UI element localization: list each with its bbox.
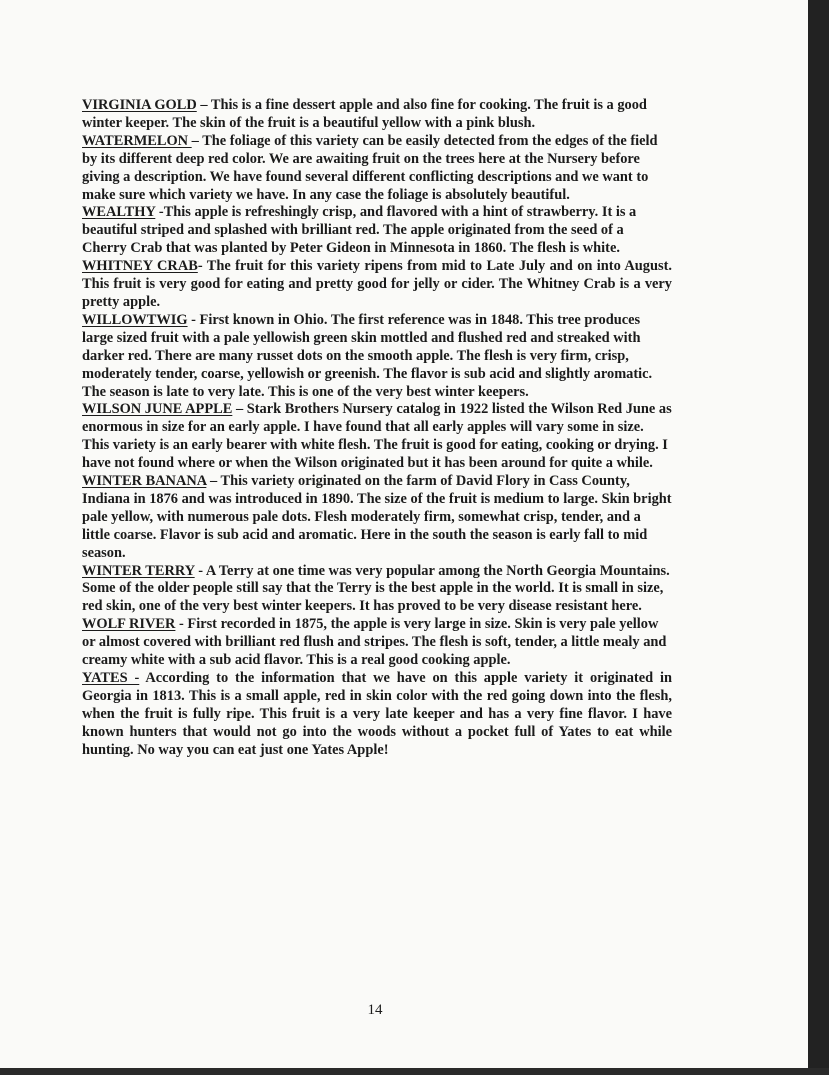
- entry-text: - A Terry at one time was very popular among the North Georgia Mountains. Some of the older people still say that the Terry is the best apple in the world. It is small in size, red skin, one of the very best winter keepers. It has proved to be very disease resistant here.: [82, 562, 670, 615]
- entry-text: - First recorded in 1875, the apple is very large in size. Skin is very pale yellow or almost covered with brilliant red flush and stripes. The flesh is soft, tender, a little mealy and creamy white with a sub acid flavor. This is a real good cooking apple.: [82, 616, 667, 669]
- entry-virginia-gold: [82, 97, 672, 133]
- entry-name: WINTER TERRY: [82, 562, 195, 579]
- entry-wealthy: [82, 204, 672, 258]
- entry-name: YATES -: [82, 670, 140, 686]
- entry-winter-terry: [82, 563, 672, 617]
- entry-yates: [82, 670, 672, 760]
- entry-name: WINTER BANANA: [82, 473, 207, 490]
- entry-text: – The foliage of this variety can be easily detected from the edges of the field by its different deep red color. We are awaiting fruit on the trees here at the Nursery before giving a description. We have found several different conflicting descriptions and we want to make sure which variety we have. In any case the foliage is absolutely beautiful.: [82, 132, 658, 203]
- entry-name: WATERMELON: [82, 132, 192, 149]
- entry-name: WILSON JUNE APPLE: [82, 401, 233, 418]
- entry-text: – This variety originated on the farm of David Flory in Cass County, Indiana in 1876 and was introduced in 1890. The size of the fruit is medium to large. Skin bright pale yellow, with numerous pale dots. Flesh moderately firm, somewhat crisp, tender, and a little coarse. Flavor is sub acid and aromatic. Here in the south the season is early fall to mid season.: [82, 473, 672, 561]
- entry-name: VIRGINIA GOLD: [82, 97, 197, 113]
- entry-wolf-river: [82, 616, 672, 670]
- entry-name: WOLF RIVER: [82, 616, 176, 633]
- entry-name: WILLOWTWIG: [82, 311, 188, 328]
- entry-name: WHITNEY CRAB: [82, 258, 198, 275]
- entry-name: WEALTHY: [82, 204, 156, 221]
- entry-text: -This apple is refreshingly crisp, and flavored with a hint of strawberry. It is a beautiful striped and splashed with brilliant red. The apple originated from the seed of a Cherry Crab that was planted by Peter Gideon in Minnesota in 1860. The flesh is white.: [82, 204, 637, 257]
- entry-text: According to the information that we have on this apple variety it originated in Georgia in 1813. This is a small apple, red in skin color with the red going down into the flesh, when the fruit is fully ripe. This fruit is a very late keeper and has a very fine flavor. I have known hunters that would not go into the woods without a pocket full of Yates to eat while hunting. No way you can eat just one Yates Apple!: [82, 670, 672, 758]
- entry-willowtwig: [82, 312, 672, 402]
- entry-text: – Stark Brothers Nursery catalog in 1922 listed the Wilson Red June as enormous in size for an early apple. I have found that all early apples will vary some in size. This variety is an early bearer with white flesh. The fruit is good for eating, cooking or drying. I have not found where or when the Wilson originated but it has been around for quite a while.: [82, 401, 672, 472]
- entry-winter-banana: [82, 473, 672, 563]
- entry-whitney-crab: [82, 258, 672, 312]
- entry-text: – This is a fine dessert apple and also fine for cooking. The fruit is a good winter keeper. The skin of the fruit is a beautiful yellow with a pink blush.: [82, 97, 647, 131]
- scan-edge-right: [808, 0, 829, 1075]
- page-number: 14: [367, 1002, 383, 1018]
- entry-watermelon: [82, 133, 672, 205]
- entry-text: - The fruit for this variety ripens from mid to Late July and on into August. This fruit is very good for eating and pretty good for jelly or cider. The Whitney Crab is a very pretty apple.: [82, 258, 672, 310]
- apple-variety-list: [82, 97, 672, 760]
- entry-wilson-june-apple: [82, 401, 672, 473]
- scan-edge-bottom: [0, 1068, 829, 1075]
- entry-text: - First known in Ohio. The first reference was in 1848. This tree produces large sized fruit with a pale yellowish green skin mottled and flushed red and streaked with darker red. There are many russet dots on the smooth apple. The flesh is very firm, crisp, moderately tender, coarse, yellowish or greenish. The flavor is sub acid and slightly aromatic. The season is late to very late. This is one of the very best winter keepers.: [82, 311, 653, 400]
